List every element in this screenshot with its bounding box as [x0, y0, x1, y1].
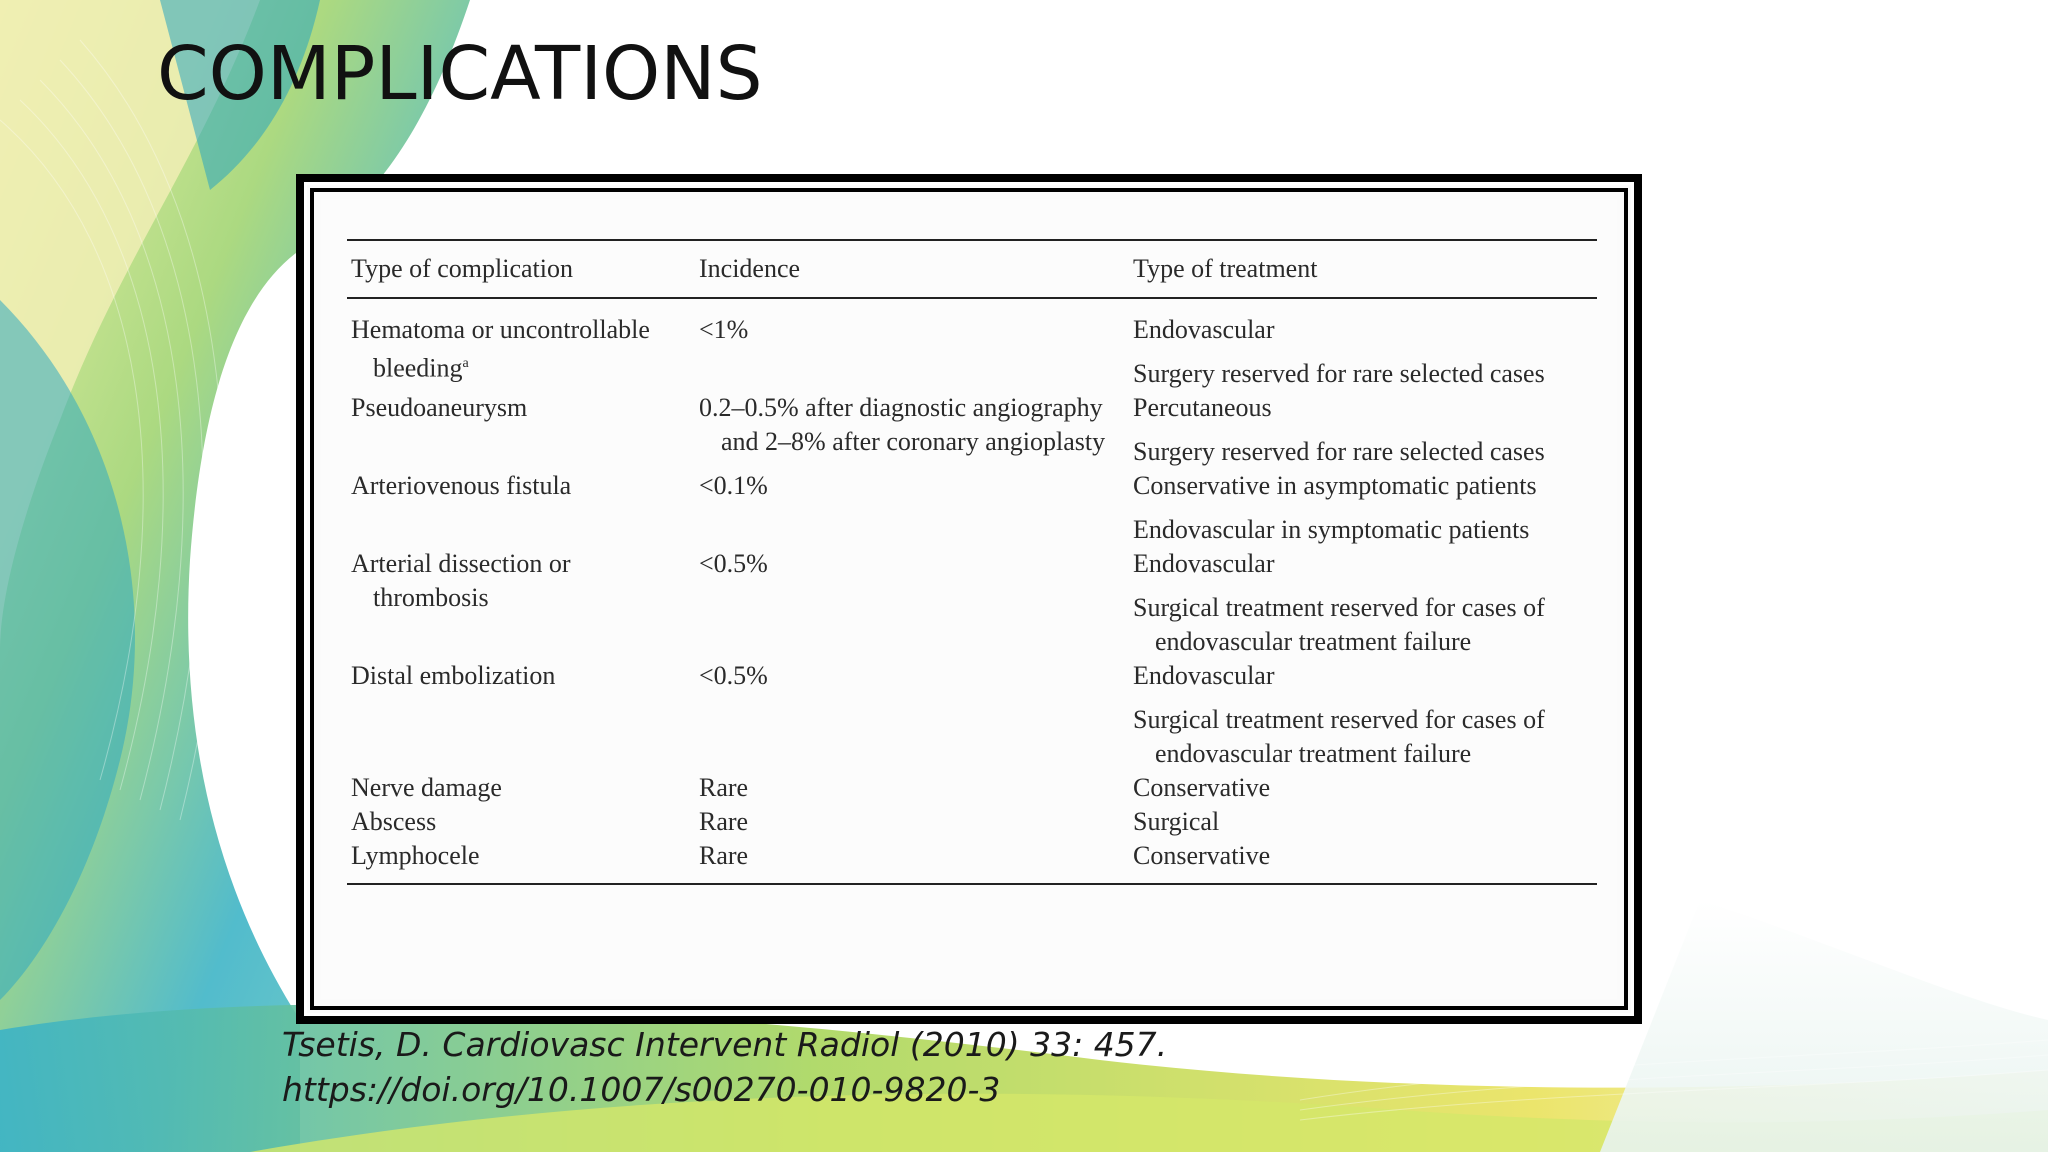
- cell-incidence: <0.5%: [699, 661, 768, 690]
- treatment-line: Endovascular in symptomatic patients: [1133, 515, 1530, 544]
- table-image-frame: [296, 174, 1642, 1024]
- complications-table: [347, 239, 1597, 885]
- cell-type: Distal embolization: [351, 661, 556, 690]
- treatment-line: Endovascular: [1133, 549, 1275, 578]
- table-row: [347, 839, 1597, 884]
- cell-treatment: Conservative: [1133, 841, 1271, 870]
- slide-title: COMPLICATIONS: [157, 31, 763, 117]
- cell-type: Arterial dissection or thrombosis: [351, 549, 571, 612]
- table-row: [347, 469, 1597, 547]
- treatment-line: Endovascular: [1133, 661, 1275, 690]
- cell-treatment: [1129, 547, 1597, 659]
- treatment-line: Surgery reserved for rare selected cases: [1133, 437, 1545, 466]
- cell-treatment: [1129, 469, 1597, 547]
- header-incidence: Incidence: [699, 254, 801, 283]
- table-header-row: [347, 240, 1597, 298]
- cell-type: Nerve damage: [351, 773, 502, 802]
- cell-type: Arteriovenous fistula: [351, 471, 572, 500]
- table-paper: [321, 199, 1617, 999]
- treatment-line: Conservative in asymptomatic patients: [1133, 471, 1537, 500]
- table-row: [347, 298, 1597, 391]
- cell-treatment: [1129, 659, 1597, 771]
- cell-incidence: <0.1%: [699, 471, 768, 500]
- cell-incidence: <0.5%: [699, 549, 768, 578]
- table-row: [347, 771, 1597, 805]
- cell-type: Hematoma or uncontrollable bleeding$^a$: [351, 315, 650, 383]
- cell-treatment: Surgical: [1133, 807, 1220, 836]
- header-type: Type of complication: [351, 254, 574, 283]
- cell-incidence: Rare: [699, 807, 749, 836]
- table-frame-inner: [304, 182, 1634, 1016]
- table-row: [347, 547, 1597, 659]
- cell-treatment: Conservative: [1133, 773, 1271, 802]
- cell-incidence: <1%: [699, 315, 749, 344]
- cell-treatment: [1129, 298, 1597, 391]
- treatment-line: Percutaneous: [1133, 393, 1272, 422]
- header-treatment: Type of treatment: [1133, 254, 1318, 283]
- treatment-line: Surgical treatment reserved for cases of endovascular treatment failure: [1133, 705, 1545, 768]
- citation-reference: Tsetis, D. Cardiovasc Intervent Radiol (2010) 33: 457.: [282, 1025, 1168, 1064]
- cell-incidence: Rare: [699, 841, 749, 870]
- treatment-line: Surgical treatment reserved for cases of endovascular treatment failure: [1133, 593, 1545, 656]
- cell-incidence: Rare: [699, 773, 749, 802]
- table-row: [347, 391, 1597, 469]
- citation-doi-link[interactable]: https://doi.org/10.1007/s00270-010-9820-3: [282, 1070, 1001, 1109]
- table-row: [347, 659, 1597, 771]
- table-row: [347, 805, 1597, 839]
- treatment-line: Surgery reserved for rare selected cases: [1133, 359, 1545, 388]
- cell-type: Abscess: [351, 807, 437, 836]
- cell-type: Pseudoaneurysm: [351, 393, 528, 422]
- treatment-line: Endovascular: [1133, 315, 1275, 344]
- citation: [282, 1022, 1167, 1112]
- footnote-marker: a: [462, 356, 469, 371]
- cell-incidence: 0.2–0.5% after diagnostic angiography and 2–8% after coronary angioplasty: [699, 393, 1106, 456]
- cell-treatment: [1129, 391, 1597, 469]
- cell-type: Lymphocele: [351, 841, 480, 870]
